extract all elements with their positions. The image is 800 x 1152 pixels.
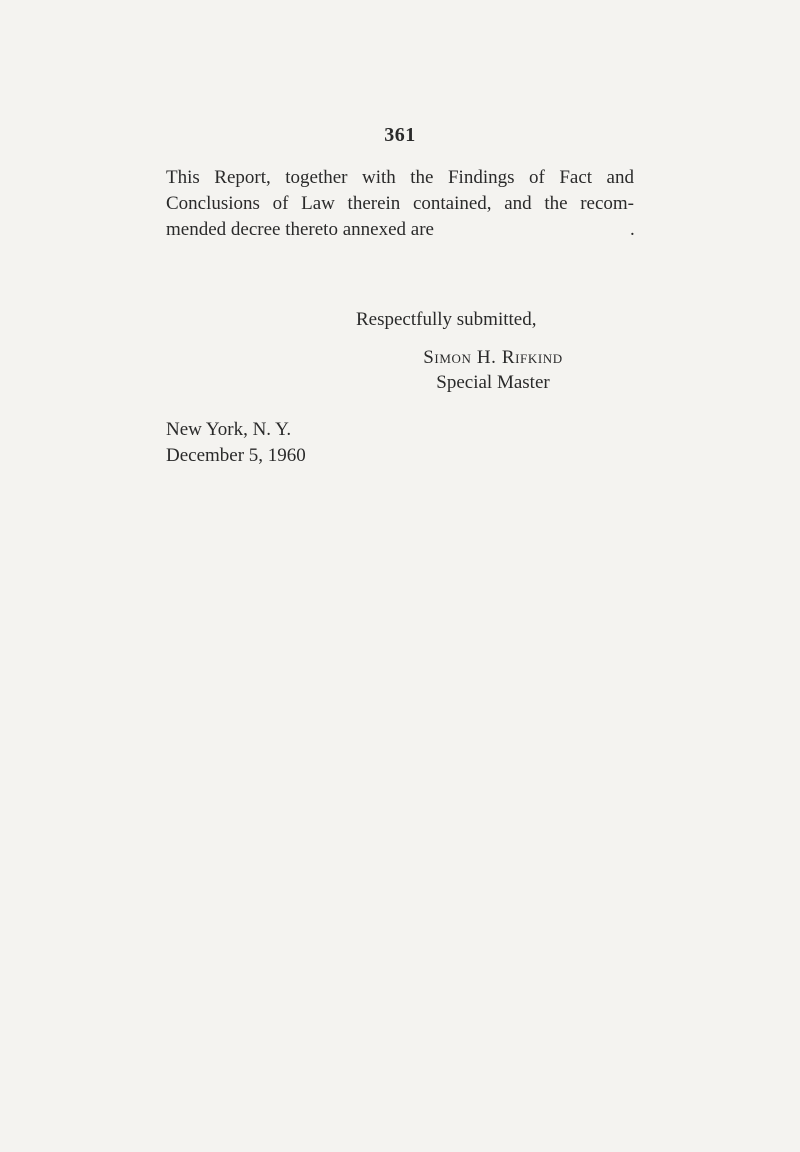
signatory-title: Special Master	[436, 372, 550, 393]
date: December 5, 1960	[166, 445, 306, 466]
paragraph-line-3	[166, 217, 634, 243]
place-and-date	[166, 417, 306, 469]
paragraph-line-3-text: mended decree thereto annexed are	[166, 219, 434, 240]
report-paragraph	[166, 165, 634, 243]
signatory-name: Simon H. Rifkind	[423, 347, 563, 368]
paragraph-line-1: This Report, together with the Findings of Fact and	[166, 167, 634, 188]
page-number: 361	[384, 124, 416, 146]
paragraph-trailing-period: .	[630, 219, 635, 240]
paragraph-line-2: Conclusions of Law therein contained, and the recom-	[166, 193, 634, 214]
signature-block	[408, 345, 578, 395]
place: New York, N. Y.	[166, 419, 292, 440]
closing-salutation: Respectfully submitted,	[356, 309, 537, 330]
